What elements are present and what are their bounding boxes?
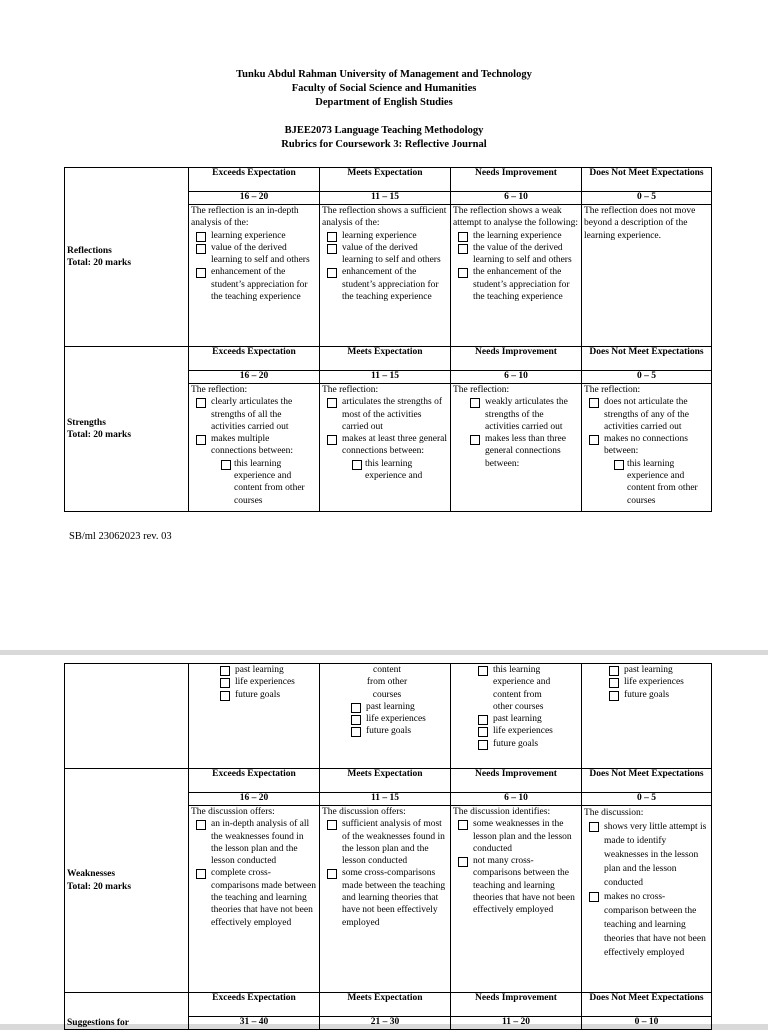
criterion-total: Total: 20 marks <box>67 258 132 268</box>
checkbox-item: sufficient analysis of most of the weaknesses found in the lesson plan and the lesson conducted <box>322 818 448 867</box>
checkbox-item: enhancement of the student’s appreciation for the teaching experience <box>322 266 448 303</box>
reflections-needs-cell <box>451 205 582 347</box>
range-meets: 21 – 30 <box>320 1017 451 1030</box>
checkbox-item-label: makes at least three general connections between: <box>342 434 447 457</box>
checkbox-item: learning experience <box>322 230 448 242</box>
checkbox-item: clearly articulates the strengths of all the activities carried out <box>191 396 317 433</box>
checkbox-subitem: past learning <box>346 701 448 713</box>
strengths-not-meet-cell <box>582 384 712 512</box>
checkbox-item-label: makes multiple connections between: <box>211 434 294 457</box>
descriptor-intro: The discussion offers: <box>322 807 406 817</box>
continued-exceeds-cell <box>189 664 320 769</box>
range-needs: 6 – 10 <box>451 192 582 205</box>
criterion-label: Suggestions for <box>67 1017 130 1028</box>
descriptor-intro: The reflection: <box>584 385 641 395</box>
weaknesses-needs-cell <box>451 806 582 993</box>
checkbox-item <box>191 433 317 507</box>
checkbox-item: some weaknesses in the lesson plan and the lesson conducted <box>453 818 579 855</box>
level-not-meet: Does Not Meet Expectations <box>582 168 712 192</box>
strengths-exceeds-cell <box>189 384 320 512</box>
range-exceeds: 31 – 40 <box>189 1017 320 1030</box>
descriptor-intro: The reflection: <box>191 385 248 395</box>
descriptor-intro: The reflection is an in-depth analysis of the: <box>191 206 299 229</box>
strengths-level-header-row <box>65 347 712 371</box>
weaknesses-not-meet-cell <box>582 806 712 993</box>
strengths-meets-cell <box>320 384 451 512</box>
checkbox-subitem: life experiences <box>215 676 317 688</box>
level-not-meet: Does Not Meet Expectations <box>582 769 712 793</box>
level-meets: Meets Expectation <box>320 993 451 1017</box>
criterion-label: Reflections <box>67 245 112 256</box>
checkbox-item: some cross-comparisons made between the teaching and learning theories that have not been effectively employed <box>322 867 448 928</box>
checkbox-subitem: future goals <box>473 738 559 750</box>
criterion-total: Total: 20 marks <box>67 430 132 440</box>
checkbox-subitem: life experiences <box>346 713 448 725</box>
strengths-continued-criterion <box>65 664 189 769</box>
descriptor-intro: The reflection does not move beyond a description of the learning experience. <box>584 206 696 241</box>
level-meets: Meets Expectation <box>320 769 451 793</box>
checkbox-subitem: future goals <box>215 689 317 701</box>
checkbox-subitem: this learning experience and content from other courses <box>473 664 559 713</box>
checkbox-item <box>584 433 709 507</box>
continued-meets-cell <box>320 664 451 769</box>
level-needs: Needs Improvement <box>451 168 582 192</box>
document-footer: SB/ml 23062023 rev. 03 <box>69 531 172 542</box>
level-meets: Meets Expectation <box>320 168 451 192</box>
checkbox-item: articulates the strengths of most of the activities carried out <box>322 396 448 433</box>
reflections-not-meet-cell <box>582 205 712 347</box>
level-needs: Needs Improvement <box>451 769 582 793</box>
level-exceeds: Exceeds Expectation <box>189 168 320 192</box>
checkbox-subitem: this learning experience and content from other courses <box>609 458 709 507</box>
checkbox-item <box>322 433 448 482</box>
checkbox-subitem: life experiences <box>604 676 709 688</box>
level-exceeds: Exceeds Expectation <box>189 769 320 793</box>
checkbox-subitem: future goals <box>346 725 448 737</box>
range-needs: 6 – 10 <box>451 371 582 384</box>
range-not-meet: 0 – 10 <box>582 1017 712 1030</box>
strengths-needs-cell <box>451 384 582 512</box>
reflections-level-header-row <box>65 168 712 192</box>
continued-text: content from other courses <box>366 665 408 700</box>
checkbox-item: enhancement of the student’s appreciation for the teaching experience <box>191 266 317 303</box>
range-exceeds: 16 – 20 <box>189 371 320 384</box>
level-exceeds: Exceeds Expectation <box>189 993 320 1017</box>
checkbox-item: the learning experience <box>453 230 579 242</box>
weaknesses-criterion <box>65 769 189 993</box>
criterion-total: Total: 20 marks <box>67 881 132 892</box>
checkbox-subitem: past learning <box>215 664 317 676</box>
range-exceeds: 16 – 20 <box>189 192 320 205</box>
reflections-meets-cell <box>320 205 451 347</box>
document-page-2 <box>0 655 768 1028</box>
range-needs: 6 – 10 <box>451 793 582 806</box>
checkbox-item: makes less than three general connections between: <box>465 433 579 470</box>
descriptor-intro: The reflection shows a sufficient analysis of the: <box>322 206 447 229</box>
department-name: Department of English Studies <box>315 97 453 108</box>
weaknesses-meets-cell <box>320 806 451 993</box>
checkbox-item: does not articulate the strengths of any of the activities carried out <box>584 396 709 433</box>
checkbox-item: makes no cross-comparison between the teaching and learning theories that have not been effectively employed <box>584 890 709 960</box>
range-not-meet: 0 – 5 <box>582 371 712 384</box>
checkbox-item: value of the derived learning to self and others <box>322 242 448 267</box>
range-not-meet: 0 – 5 <box>582 192 712 205</box>
level-needs: Needs Improvement <box>451 347 582 371</box>
criterion-label: Strengths <box>67 417 106 428</box>
checkbox-subitem: this learning experience and <box>347 458 448 483</box>
continued-needs-cell <box>451 664 582 769</box>
reflections-criterion <box>65 168 189 347</box>
checkbox-subitem: future goals <box>604 689 709 701</box>
descriptor-intro: The reflection shows a weak attempt to analyse the following: <box>453 206 579 229</box>
checkbox-item: the enhancement of the student’s appreciation for the teaching experience <box>453 266 579 303</box>
level-needs: Needs Improvement <box>451 993 582 1017</box>
range-needs: 11 – 20 <box>451 1017 582 1030</box>
range-exceeds: 16 – 20 <box>189 793 320 806</box>
level-meets: Meets Expectation <box>320 347 451 371</box>
suggestions-level-header-row <box>65 993 712 1017</box>
level-exceeds: Exceeds Expectation <box>189 347 320 371</box>
descriptor-intro: The discussion identifies: <box>453 807 551 817</box>
course-title: BJEE2073 Language Teaching Methodology <box>284 125 484 136</box>
descriptor-intro: The discussion: <box>584 808 644 818</box>
faculty-name: Faculty of Social Science and Humanities <box>291 83 477 94</box>
rubric-title: Rubrics for Coursework 3: Reflective Journal <box>281 139 487 150</box>
continued-not-meet-cell <box>582 664 712 769</box>
checkbox-subitem: this learning experience and content from other courses <box>216 458 317 507</box>
descriptor-intro: The discussion offers: <box>191 807 275 817</box>
checkbox-item-label: makes no connections between: <box>604 434 688 457</box>
descriptor-intro: The reflection: <box>322 385 379 395</box>
level-not-meet: Does Not Meet Expectations <box>582 347 712 371</box>
rubric-table-page-2 <box>64 663 712 1030</box>
checkbox-item: complete cross-comparisons made between the teaching and learning theories that have not been effectively employed <box>191 867 317 928</box>
checkbox-item: the value of the derived learning to self and others <box>453 242 579 267</box>
reflections-exceeds-cell <box>189 205 320 347</box>
strengths-criterion <box>65 347 189 512</box>
checkbox-subitem: past learning <box>604 664 709 676</box>
checkbox-subitem: past learning <box>473 713 559 725</box>
checkbox-item: shows very little attempt is made to identify weaknesses in the lesson plan and the lesson conducted <box>584 820 709 890</box>
strengths-continued-row <box>65 664 712 769</box>
checkbox-item: learning experience <box>191 230 317 242</box>
checkbox-item: value of the derived learning to self and others <box>191 242 317 267</box>
university-name: Tunku Abdul Rahman University of Management and Technology <box>236 69 532 80</box>
descriptor-intro: The reflection: <box>453 385 510 395</box>
checkbox-item: an in-depth analysis of all the weaknesses found in the lesson plan and the lesson conducted <box>191 818 317 867</box>
rubric-table-page-1 <box>64 167 712 512</box>
criterion-label: Weaknesses <box>67 869 116 880</box>
checkbox-item: not many cross-comparisons between the teaching and learning theories that have not been effectively employed <box>453 855 579 916</box>
range-not-meet: 0 – 5 <box>582 793 712 806</box>
range-meets: 11 – 15 <box>320 192 451 205</box>
range-meets: 11 – 15 <box>320 371 451 384</box>
checkbox-subitem: life experiences <box>473 725 559 737</box>
weaknesses-level-header-row <box>65 769 712 793</box>
level-not-meet: Does Not Meet Expectations <box>582 993 712 1017</box>
checkbox-item: weakly articulates the strengths of the activities carried out <box>465 396 579 433</box>
range-meets: 11 – 15 <box>320 793 451 806</box>
weaknesses-exceeds-cell <box>189 806 320 993</box>
document-header <box>0 68 768 152</box>
